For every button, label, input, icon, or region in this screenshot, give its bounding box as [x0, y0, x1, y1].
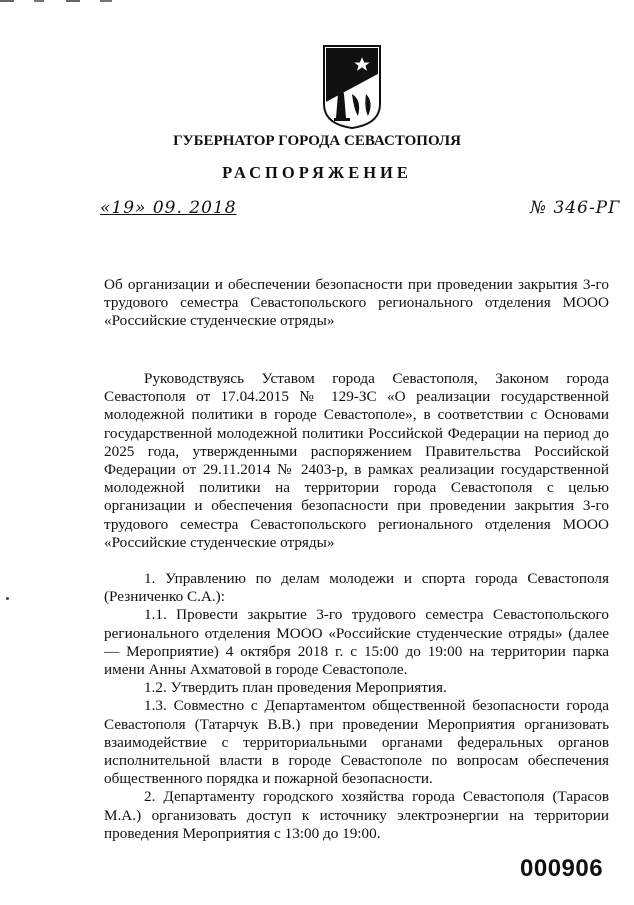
item-2: 2. Департаменту городского хозяйства города Севастополя (Тарасов М.А.) организовать доступ к источнику электроэнергии на территории проведения Мероприятия с 13:00 до 19:00.	[104, 788, 609, 842]
document-date	[100, 198, 237, 218]
item-1-3: 1.3. Совместно с Департаментом общественной безопасности города Севастополя (Татарчук В.В.) при проведении Мероприятия организовать взаимодействие с территориальными органами федеральных органов исполнительной власти в городе Севастополе по вопросам обеспечения общественного порядка и пожарной безопасности.	[104, 697, 609, 788]
item-1: 1. Управлению по делам молодежи и спорта города Севастополя (Резниченко С.А.):	[104, 570, 609, 606]
page-stamp-number: 000906	[520, 855, 604, 882]
scan-edge-marks	[0, 0, 140, 4]
item-1-1: 1.1. Провести закрытие 3-го трудового семестра Севастопольского регионального отделения МООО «Российские студенческие отряды» (далее — Мероприятие) 4 октября 2018 г. с 15:00 до 19:00 на территории парка имени Анны Ахматовой в городе Севастополе.	[104, 606, 609, 679]
document-items	[104, 570, 609, 843]
document-subject: Об организации и обеспечении безопасности при проведении закрытия 3-го трудового семестра Севастопольского регионального отделения МООО «Российские студенческие отряды»	[104, 276, 609, 330]
item-1-2: 1.2. Утвердить план проведения Мероприятия.	[144, 679, 447, 697]
document-preamble	[104, 370, 609, 552]
preamble-text: Руководствуясь Уставом города Севастополя, Законом города Севастополя от 17.04.2015 № 129-ЗС «О реализации государственной молодежной политики в городе Севастополе», в соответствии с Основами государственной молодежной политики Российской Федерации на период до 2025 года, утвержденными распоряжением Правительства Российской Федерации от 29.11.2014 № 2403-р, в рамках реализации государственной молодежной политики на территории города Севастополя с целью организации и обеспечения безопасности при проведении закрытия 3-го трудового семестра Севастопольского регионального отделения МООО «Российские студенческие отряды»	[104, 370, 609, 551]
document-type: РАСПОРЯЖЕНИЕ	[222, 163, 412, 182]
document-date-value: «19» 09. 2018	[100, 198, 237, 218]
coat-of-arms-icon	[322, 44, 382, 130]
scan-speck	[6, 597, 9, 600]
document-number: № 346-РГ	[530, 198, 621, 218]
issuing-authority: ГУБЕРНАТОР ГОРОДА СЕВАСТОПОЛЯ	[173, 133, 461, 149]
